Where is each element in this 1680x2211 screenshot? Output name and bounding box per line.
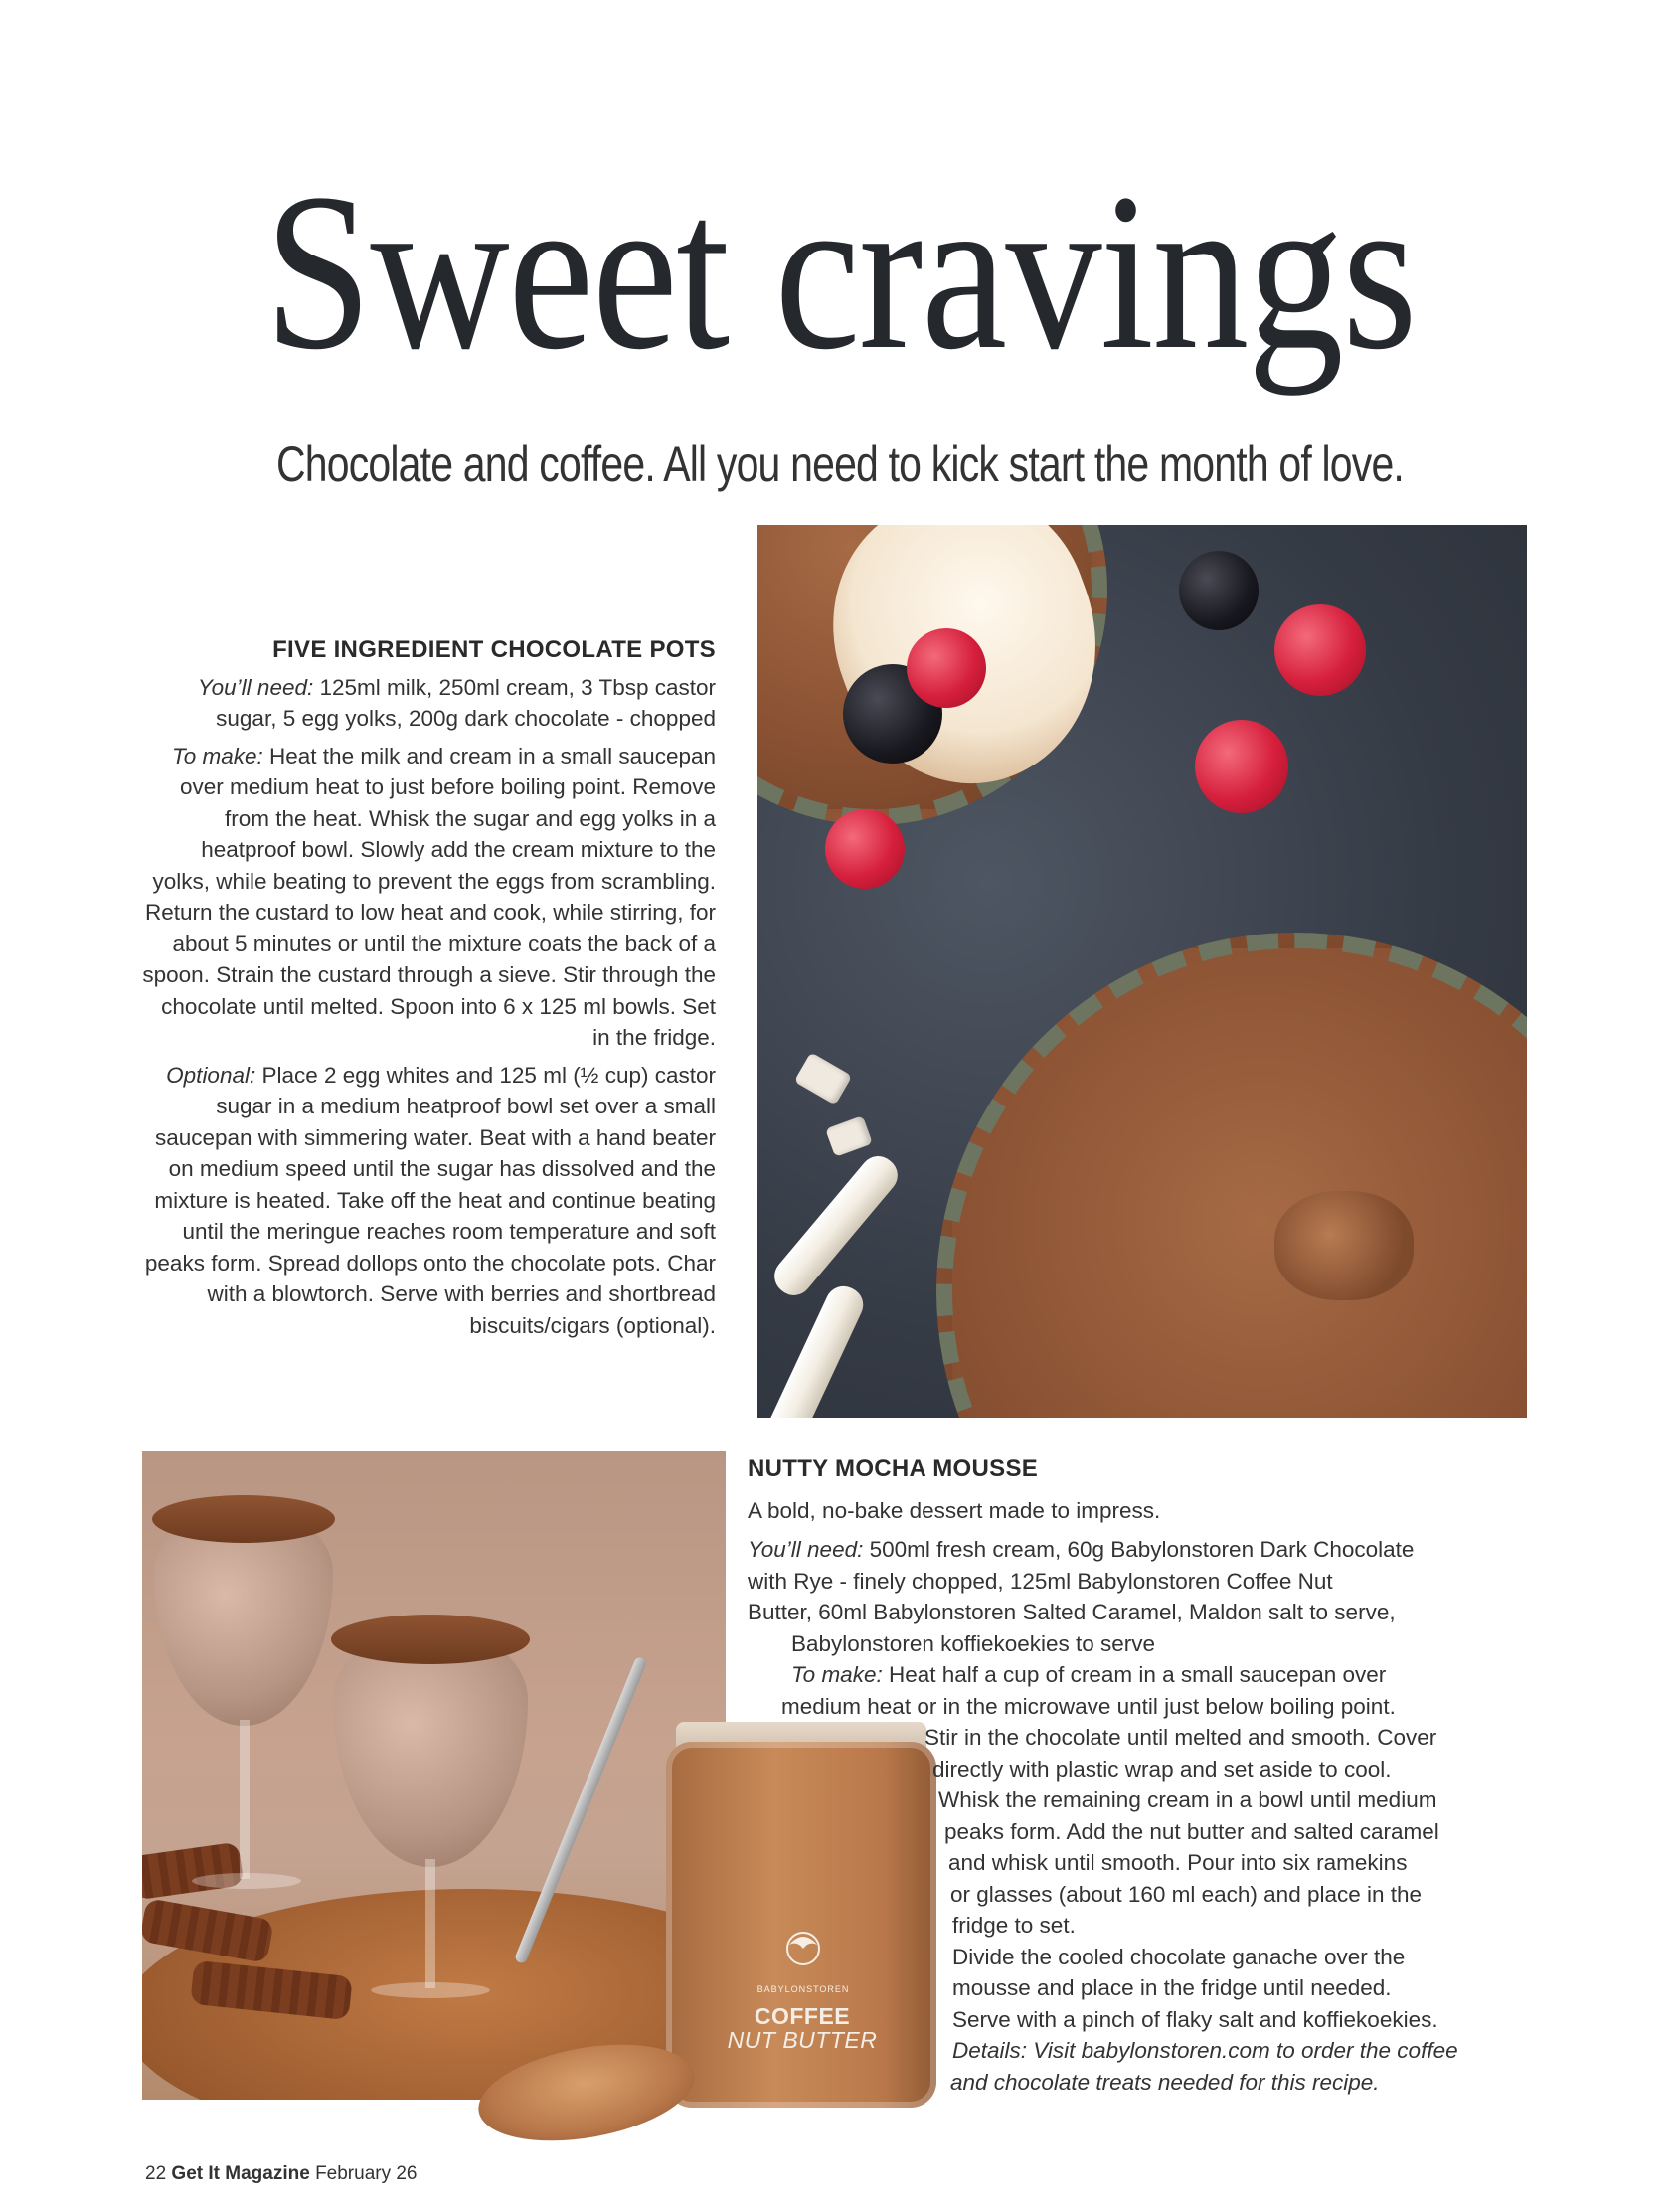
white-chocolate-cigar (763, 1280, 869, 1418)
method-label: To make: (791, 1662, 883, 1687)
method-line: Heat half a cup of cream in a small saucepan over (888, 1662, 1387, 1687)
ganache-top (152, 1495, 335, 1543)
jar-label-line1: COFFEE (754, 2003, 851, 2029)
recipe-chocolate-pots (139, 634, 716, 1347)
method-line: directly with plastic wrap and set aside to cool. (932, 1756, 1392, 1782)
page-subtitle: Chocolate and coffee. All you need to kick start the month of love. (275, 436, 1405, 492)
method-line: peaks form. Add the nut butter and salted caramel (944, 1818, 1439, 1844)
method-line: Divide the cooled chocolate ganache over the (952, 1944, 1406, 1969)
glass-stem (425, 1859, 435, 1988)
optional-label: Optional: (166, 1062, 256, 1088)
method-paragraph (139, 741, 716, 1054)
white-chocolate-shaving (794, 1052, 853, 1105)
recipe-intro: A bold, no-bake dessert made to impress. (748, 1497, 1161, 1523)
optional-paragraph (139, 1060, 716, 1342)
mocha-mousse-photo (142, 1451, 726, 2100)
white-chocolate-shaving (825, 1115, 873, 1157)
raspberry (1274, 604, 1366, 696)
method-label: To make: (172, 743, 263, 768)
ingredients-block (748, 1534, 1553, 1659)
method-text: Heat the milk and cream in a small saucepan over medium heat to just before boiling point. Remove from the heat. Whisk the sugar and egg yolks in a heatproof bowl. Slowly add the cream mixture to the yolks, while beating to prevent the eggs from scrambling. Return the custard to low heat and cook, while stirring, for about 5 minutes or until the mixture coats the back of a spoon. Strain the custard through a sieve. Stir through the chocolate until melted. Spoon into 6 x 125 ml bowls. Set in the fridge. (142, 743, 716, 1050)
chocolate-pots-photo (757, 525, 1527, 1418)
optional-text: Place 2 egg whites and 125 ml (½ cup) castor sugar in a medium heatproof bowl set over a small saucepan with simmering water. Beat with a hand beater on medium speed until the sugar has dissolved and the mixture is heated. Take off the heat and continue beating until the meringue reaches room temperature and soft peaks form. Spread dollops onto the chocolate pots. Char with a blowtorch. Serve with berries and shortbread biscuits/cigars (optional). (144, 1062, 716, 1338)
method-block (748, 1659, 1553, 2098)
page-footer (145, 2163, 418, 2185)
recipe-heading: NUTTY MOCHA MOUSSE (748, 1455, 1039, 1482)
raspberry (907, 628, 986, 708)
ingredients-paragraph (139, 672, 716, 735)
method-line: Serve with a pinch of flaky salt and koffiekoekies. (952, 2006, 1438, 2032)
page-title: Sweet cravings (264, 147, 1416, 396)
ingredients-line: Butter, 60ml Babylonstoren Salted Caramel, Maldon salt to serve, (748, 1600, 1396, 1624)
ingredients-line: with Rye - finely chopped, 125ml Babylonstoren Coffee Nut (748, 1568, 1333, 1594)
ingredients-line: Babylonstoren koffiekoekies to serve (791, 1630, 1156, 1656)
glass-foot (371, 1982, 490, 1998)
method-line: Stir in the chocolate until melted and smooth. Cover (924, 1725, 1437, 1750)
raspberry (1195, 720, 1288, 813)
mousse-glass (333, 1628, 528, 1867)
method-line: medium heat or in the microwave until just below boiling point. (781, 1693, 1396, 1719)
chocolate-swirl (1274, 1191, 1414, 1300)
biscuit (142, 1842, 245, 1901)
details-line: Details: Visit babylonstoren.com to order the coffee (952, 2038, 1458, 2063)
ingredients-line: 500ml fresh cream, 60g Babylonstoren Dark Chocolate (869, 1537, 1415, 1562)
magazine-name: Get It Magazine (171, 2163, 310, 2184)
blackberry (1179, 551, 1259, 630)
ganache-top (331, 1615, 530, 1664)
method-line: and whisk until smooth. Pour into six ramekins (948, 1850, 1408, 1875)
method-line: or glasses (about 160 ml each) and place in the (950, 1881, 1423, 1907)
recipe-nutty-mocha-mousse (748, 1453, 1553, 2098)
recipe-heading: FIVE INGREDIENT CHOCOLATE POTS (272, 636, 716, 663)
white-chocolate-cigar (767, 1149, 905, 1303)
ingredients-label: You’ll need: (748, 1537, 864, 1562)
method-line: fridge to set. (952, 1913, 1076, 1938)
jar-brand: BABYLONSTOREN (756, 1984, 850, 1994)
jar-label-line2: NUT BUTTER (727, 2027, 878, 2053)
glass-stem (240, 1720, 250, 1879)
ingredients-label: You’ll need: (197, 674, 314, 700)
glass-foot (192, 1873, 301, 1889)
tart-tin (936, 933, 1527, 1418)
details-line: and chocolate treats needed for this recipe. (950, 2069, 1380, 2095)
raspberry (825, 809, 905, 889)
ingredients-text: 125ml milk, 250ml cream, 3 Tbsp castor sugar, 5 egg yolks, 200g dark chocolate - chopped (216, 674, 716, 731)
issue-date: February 26 (315, 2163, 418, 2184)
method-line: mousse and place in the fridge until needed. (952, 1975, 1392, 2000)
page-number: 22 (145, 2163, 167, 2184)
method-line: Whisk the remaining cream in a bowl until medium (938, 1787, 1437, 1812)
